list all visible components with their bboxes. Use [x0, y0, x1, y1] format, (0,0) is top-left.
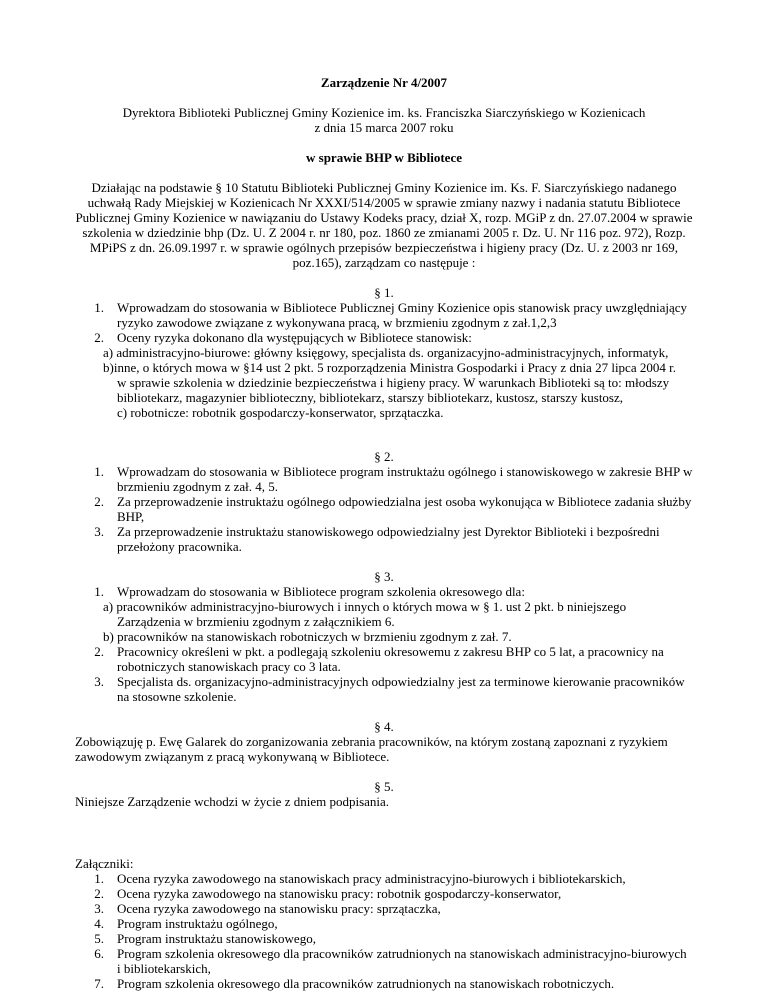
attachment-item: Ocena ryzyka zawodowego na stanowisku pracy: robotnik gospodarczy-konserwator,: [117, 886, 562, 901]
document-title: Zarządzenie Nr 4/2007: [320, 75, 448, 90]
intro-line: szkolenia w dziedzinie bhp (Dz. U. Z 2004 r. nr 180, poz. 1860 ze zmianami 2005 r. Dz. U. Nr 116 poz. 972), Rozp.: [82, 225, 686, 240]
list-item-text: Oceny ryzyka dokonano dla występujących w Bibliotece stanowisk:: [117, 330, 472, 345]
list-item-text: c) robotnicze: robotnik gospodarczy-konserwator, sprzątaczka.: [117, 405, 444, 420]
list-item-text: Za przeprowadzenie instruktażu stanowiskowego odpowiedzialny jest Dyrektor Biblioteki i bezpośredni: [117, 524, 660, 539]
list-item-text: b) pracowników na stanowiskach robotniczych w brzmieniu zgodnym z zał. 7.: [103, 629, 512, 644]
list-item-text: na stosowne szkolenie.: [117, 689, 237, 704]
list-number: 1.: [94, 464, 104, 479]
list-item-text: Wprowadzam do stosowania w Bibliotece program szkolenia okresowego dla:: [117, 584, 525, 599]
section-1-heading: § 1.: [374, 285, 394, 300]
list-item-text: ryzyko zawodowe związane z wykonywana pracą, w brzmieniu zgodnym z zał.1,2,3: [117, 315, 557, 330]
intro-line: uchwałą Rady Miejskiej w Kozienicach Nr XXXI/514/2005 w sprawie zmiany nazwy i nadania statutu Bibliotece: [87, 195, 681, 210]
attachments-heading: Załączniki:: [75, 856, 134, 871]
list-item-text: a) administracyjno-biurowe: główny księgowy, specjalista ds. organizacyjno-administracyjnych, informatyk,: [103, 345, 669, 360]
list-item-text: bibliotekarz, magazynier biblioteczny, bibliotekarz, starszy bibliotekarz, kustosz, starszy kustosz,: [117, 390, 624, 405]
attachment-number: 3.: [94, 901, 104, 916]
intro-line: poz.165), zarządzam co następuje :: [292, 255, 476, 270]
attachment-number: 5.: [94, 931, 104, 946]
section-5-heading: § 5.: [374, 779, 394, 794]
list-item-text: brzmieniu zgodnym z zał. 4, 5.: [117, 479, 279, 494]
intro-line: Publicznej Gminy Kozienice w nawiązaniu do Ustawy Kodeks pracy, dział X, rozp. MGiP z dn. 27.07.2004 w sprawie: [75, 210, 693, 225]
paragraph-line: zawodowym związanym z pracą wykonywaną w Bibliotece.: [75, 749, 390, 764]
list-item-text: Pracownicy określeni w pkt. a podlegają szkoleniu okresowemu z zakresu BHP co 5 lat, a pracownicy na: [117, 644, 664, 659]
list-item-text: przełożony pracownika.: [117, 539, 242, 554]
attachment-item: Program instruktażu stanowiskowego,: [117, 931, 316, 946]
list-item-text: Specjalista ds. organizacyjno-administracyjnych odpowiedzialny jest za terminowe kierowanie pracowników: [117, 674, 685, 689]
list-number: 3.: [94, 674, 104, 689]
paragraph-line: Zobowiązuję p. Ewę Galarek do zorganizowania zebrania pracowników, na którym zostaną zapoznani z ryzykiem: [75, 734, 668, 749]
list-item-text: Wprowadzam do stosowania w Bibliotece program instruktażu ogólnego i stanowiskowego w zakresie BHP w: [117, 464, 693, 479]
list-item-text: Wprowadzam do stosowania w Bibliotece Publicznej Gminy Kozienice opis stanowisk pracy uwzględniający: [117, 300, 688, 315]
intro-line: Działając na podstawie § 10 Statutu Biblioteki Publicznej Gminy Kozienice im. Ks. F. Siarczyńskiego nadanego: [91, 180, 677, 195]
section-4-heading: § 4.: [374, 719, 394, 734]
list-item-text: robotniczych stanowiskach pracy co 3 lata.: [117, 659, 341, 674]
date-line: z dnia 15 marca 2007 roku: [314, 120, 454, 135]
list-item-text: w sprawie szkolenia w dziedzinie bezpieczeństwa i higieny pracy. W warunkach Biblioteki są to: młodszy: [117, 375, 670, 390]
attachment-item: i bibliotekarskich,: [117, 961, 211, 976]
attachment-item: Program szkolenia okresowego dla pracowników zatrudnionych na stanowiskach robotniczych.: [117, 976, 615, 991]
attachment-number: 7.: [94, 976, 104, 991]
attachment-item: Program instruktażu ogólnego,: [117, 916, 278, 931]
list-number: 2.: [94, 330, 104, 345]
attachment-number: 1.: [94, 871, 104, 886]
list-number: 1.: [94, 300, 104, 315]
list-number: 1.: [94, 584, 104, 599]
issuer-line: Dyrektora Biblioteki Publicznej Gminy Kozienice im. ks. Franciszka Siarczyńskiego w Kozienicach: [122, 105, 646, 120]
attachment-item: Ocena ryzyka zawodowego na stanowiskach pracy administracyjno-biurowych i bibliotekarskich,: [117, 871, 626, 886]
attachment-number: 6.: [94, 946, 104, 961]
list-item-text: BHP,: [117, 509, 145, 524]
attachment-item: Program szkolenia okresowego dla pracowników zatrudnionych na stanowiskach administracyjno-biurowych: [117, 946, 687, 961]
list-item-text: b)inne, o których mowa w §14 ust 2 pkt. 5 rozporządzenia Ministra Gospodarki i Pracy z dnia 27 lipca 2004 r.: [103, 360, 676, 375]
section-2-heading: § 2.: [374, 449, 394, 464]
list-number: 2.: [94, 494, 104, 509]
list-number: 2.: [94, 644, 104, 659]
document-subject: w sprawie BHP w Bibliotece: [306, 150, 462, 165]
attachment-item: Ocena ryzyka zawodowego na stanowisku pracy: sprzątaczka,: [117, 901, 441, 916]
section-3-heading: § 3.: [374, 569, 394, 584]
list-item-text: a) pracowników administracyjno-biurowych i innych o których mowa w § 1. ust 2 pkt. b niniejszego: [103, 599, 627, 614]
list-number: 3.: [94, 524, 104, 539]
attachment-number: 4.: [94, 916, 104, 931]
attachment-number: 2.: [94, 886, 104, 901]
paragraph-line: Niniejsze Zarządzenie wchodzi w życie z dniem podpisania.: [75, 794, 390, 809]
list-item-text: Zarządzenia w brzmieniu zgodnym z załącznikiem 6.: [117, 614, 395, 629]
list-item-text: Za przeprowadzenie instruktażu ogólnego odpowiedzialna jest osoba wykonująca w Bibliotece zadania służby: [117, 494, 692, 509]
intro-line: MPiPS z dn. 26.09.1997 r. w sprawie ogólnych przepisów bezpieczeństwa i higieny pracy (Dz. U. z 2003 nr 169,: [89, 240, 679, 255]
